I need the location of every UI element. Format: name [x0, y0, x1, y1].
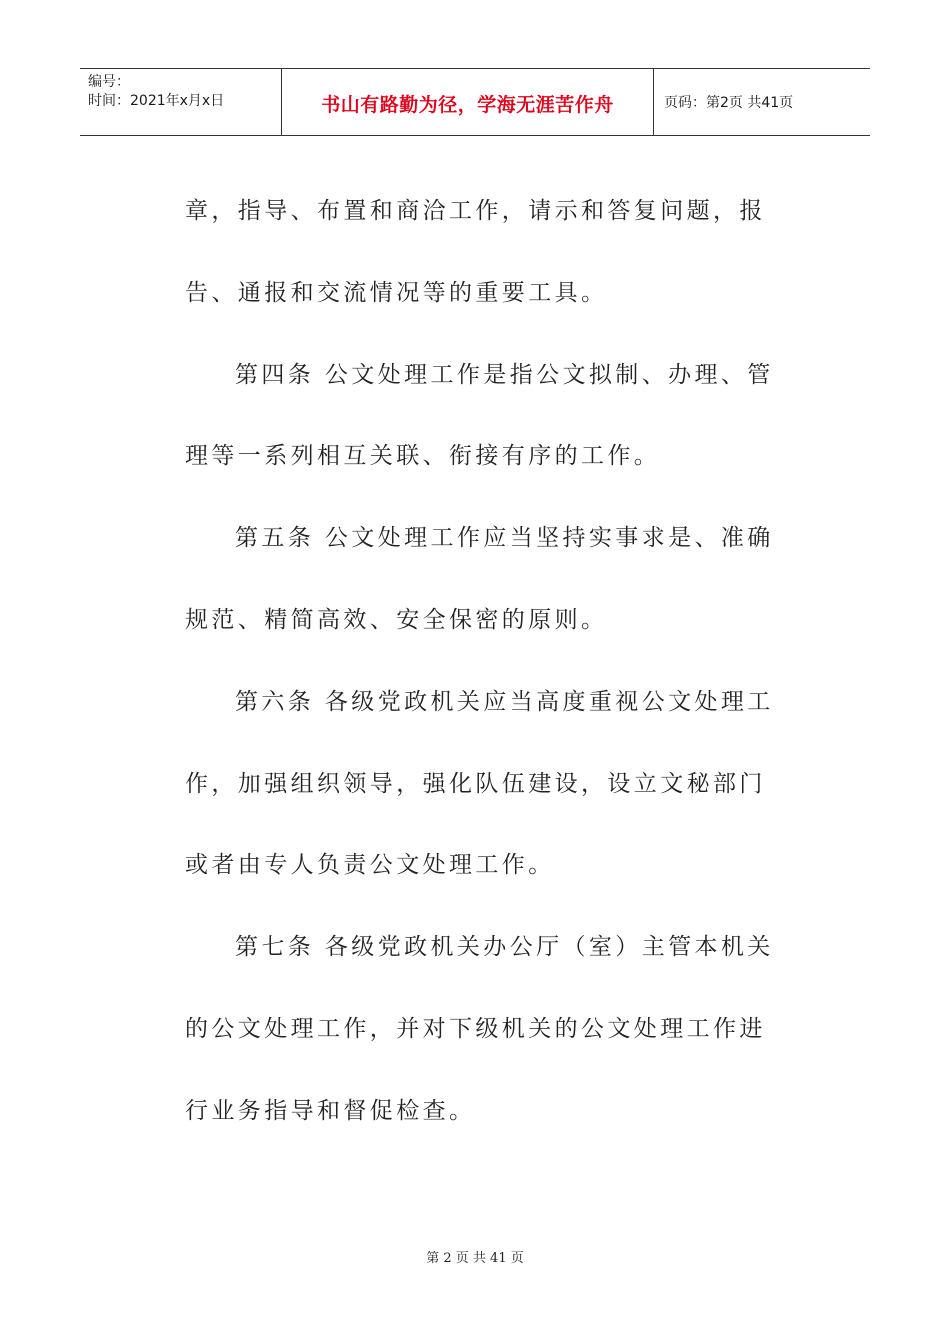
body-line: 或者由专人负责公文处理工作。 — [185, 852, 555, 879]
header-number-label: 编号： — [88, 74, 130, 90]
body-line: 规范、精简高效、安全保密的原则。 — [185, 606, 608, 633]
body-line: 第五条 公文处理工作应当坚持实事求是、准确 — [235, 525, 774, 552]
body-line: 的公文处理工作，并对下级机关的公文处理工作进 — [185, 1015, 766, 1042]
body-line: 第七条 各级党政机关办公厅（室）主管本机关 — [235, 934, 774, 961]
body-line: 作，加强组织领导，强化队伍建设，设立文秘部门 — [185, 770, 766, 797]
body-line: 行业务指导和督促检查。 — [185, 1097, 476, 1124]
header-motto: 书山有路勤为径，学海无涯苦作舟 — [282, 69, 654, 135]
body-line: 第六条 各级党政机关应当高度重视公文处理工 — [235, 688, 774, 715]
body-line: 告、通报和交流情况等的重要工具。 — [185, 279, 608, 306]
document-body — [185, 185, 775, 1167]
body-line: 理等一系列相互关联、衔接有序的工作。 — [185, 443, 661, 470]
page-footer: 第 2 页 共 41 页 — [426, 1251, 524, 1266]
header-time-label: 时间：2021年x月x日 — [88, 93, 225, 109]
body-line: 章，指导、布置和商洽工作，请示和答复问题，报 — [185, 198, 766, 224]
body-line: 第四条 公文处理工作是指公文拟制、办理、管 — [235, 361, 774, 388]
header-page-info: 页码：第2页 共41页 — [664, 95, 794, 111]
header-meta — [80, 69, 282, 135]
document-header — [80, 68, 870, 136]
